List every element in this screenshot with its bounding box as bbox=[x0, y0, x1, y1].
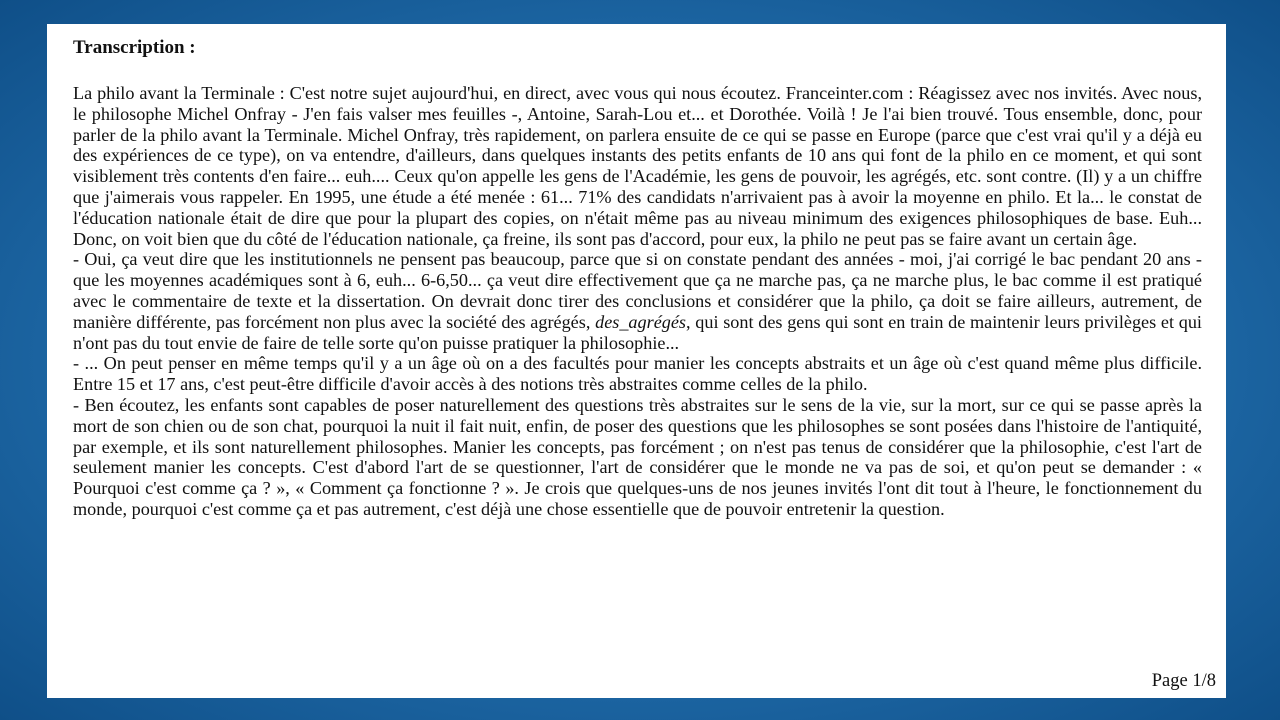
italic-term: des_agrégés bbox=[595, 311, 687, 332]
paragraph-text: - Ben écoutez, les enfants sont capables de poser naturellement des questions très abstraites sur le sens de la vie, sur la mort, sur ce qui se passe après la mort de son chien ou de son chat, pourquoi la nuit il fait nuit, enfin, de poser des questions que les philosophes se sont posées dans l'histoire de l'antiquité, par exemple, et ils sont naturellement philosophes. Manier les concepts, pas forcément ; on n'est pas tenus de considérer que la philosophie, c'est l'art de seulement manier les concepts. C'est d'abord l'art de se questionner, l'art de considérer que le monde ne va pas de soi, et qu'on peut se demander : « Pourquoi c'est comme ça ? », « Comment ça fonctionne ? ». Je crois que quelques-uns de nos jeunes invités l'ont dit tout à l'heure, le fonctionnement du monde, pourquoi c'est comme ça et pas autrement, c'est déjà une chose essentielle que de pouvoir entretenir la question. bbox=[73, 394, 1202, 519]
document-title: Transcription : bbox=[73, 37, 196, 58]
paragraph-reply-1 bbox=[73, 249, 1202, 353]
paragraph-reply-2 bbox=[73, 395, 1202, 520]
page-number: Page 1/8 bbox=[1151, 671, 1216, 691]
paragraph-text: , qui sont des gens qui sont en train de maintenir leurs privilèges et qui n'ont pas du tout envie de faire de telle sorte qu'on puisse pratiquer la philosophie... bbox=[73, 311, 1202, 353]
transcription-page bbox=[47, 24, 1226, 698]
paragraph-text: La philo avant la Terminale : C'est notre sujet aujourd'hui, en direct, avec vous qui nous écoutez. Franceinter.com : Réagissez avec nos invités. Avec nous, le philosophe Michel Onfray - J'en fais valser mes feuilles -, Antoine, Sarah-Lou et... et Dorothée. Voilà ! Je l'ai bien trouvé. Tous ensemble, donc, pour parler de la philo avant la Terminale. Michel Onfray, très rapidement, on parlera ensuite de ce qui se passe en Europe (parce que c'est vrai qu'il y a déjà eu des expériences de ce type), on va entendre, d'ailleurs, dans quelques instants des petits enfants de 10 ans qui font de la philo en ce moment, et qui sont visiblement très contents d'en faire... euh.... Ceux qu'on appelle les gens de l'Académie, les gens de pouvoir, les agrégés, etc. sont contre. (Il) y a un chiffre que j'aimerais vous rappeler. En 1995, une étude a été menée : 61... 71% des candidats n'arrivaient pas à avoir la moyenne en philo. Et la... le constat de l'éducation nationale était de dire que pour la plupart des copies, on n'était même pas au niveau minimum des exigences philosophiques de base. Euh... Donc, on voit bien que du côté de l'éducation nationale, ça freine, ils sont pas d'accord, pour eux, la philo ne peut pas se faire avant un certain âge. bbox=[73, 83, 1202, 249]
paragraph-intro bbox=[73, 83, 1202, 249]
paragraph-question bbox=[73, 353, 1202, 395]
paragraph-text: - Oui, ça veut dire que les institutionnels ne pensent pas beaucoup, parce que si on constate pendant des années - moi, j'ai corrigé le bac pendant 20 ans - que les moyennes académiques sont à 6, euh... 6-6,50... ça veut dire effectivement que ça ne marche pas, ça ne marche plus, le bac comme il est pratiqué avec le commentaire de texte et la dissertation. On devrait donc tirer des conclusions et considérer que la philo, ça doit se faire ailleurs, autrement, de manière différente, pas forcément non plus avec la société des agrégés, bbox=[73, 249, 1202, 332]
paragraph-text: - ... On peut penser en même temps qu'il y a un âge où on a des facultés pour manier les concepts abstraits et un âge où c'est quand même plus difficile. Entre 15 et 17 ans, c'est peut-être difficile d'avoir accès à des notions très abstraites comme celles de la philo. bbox=[73, 353, 1202, 395]
